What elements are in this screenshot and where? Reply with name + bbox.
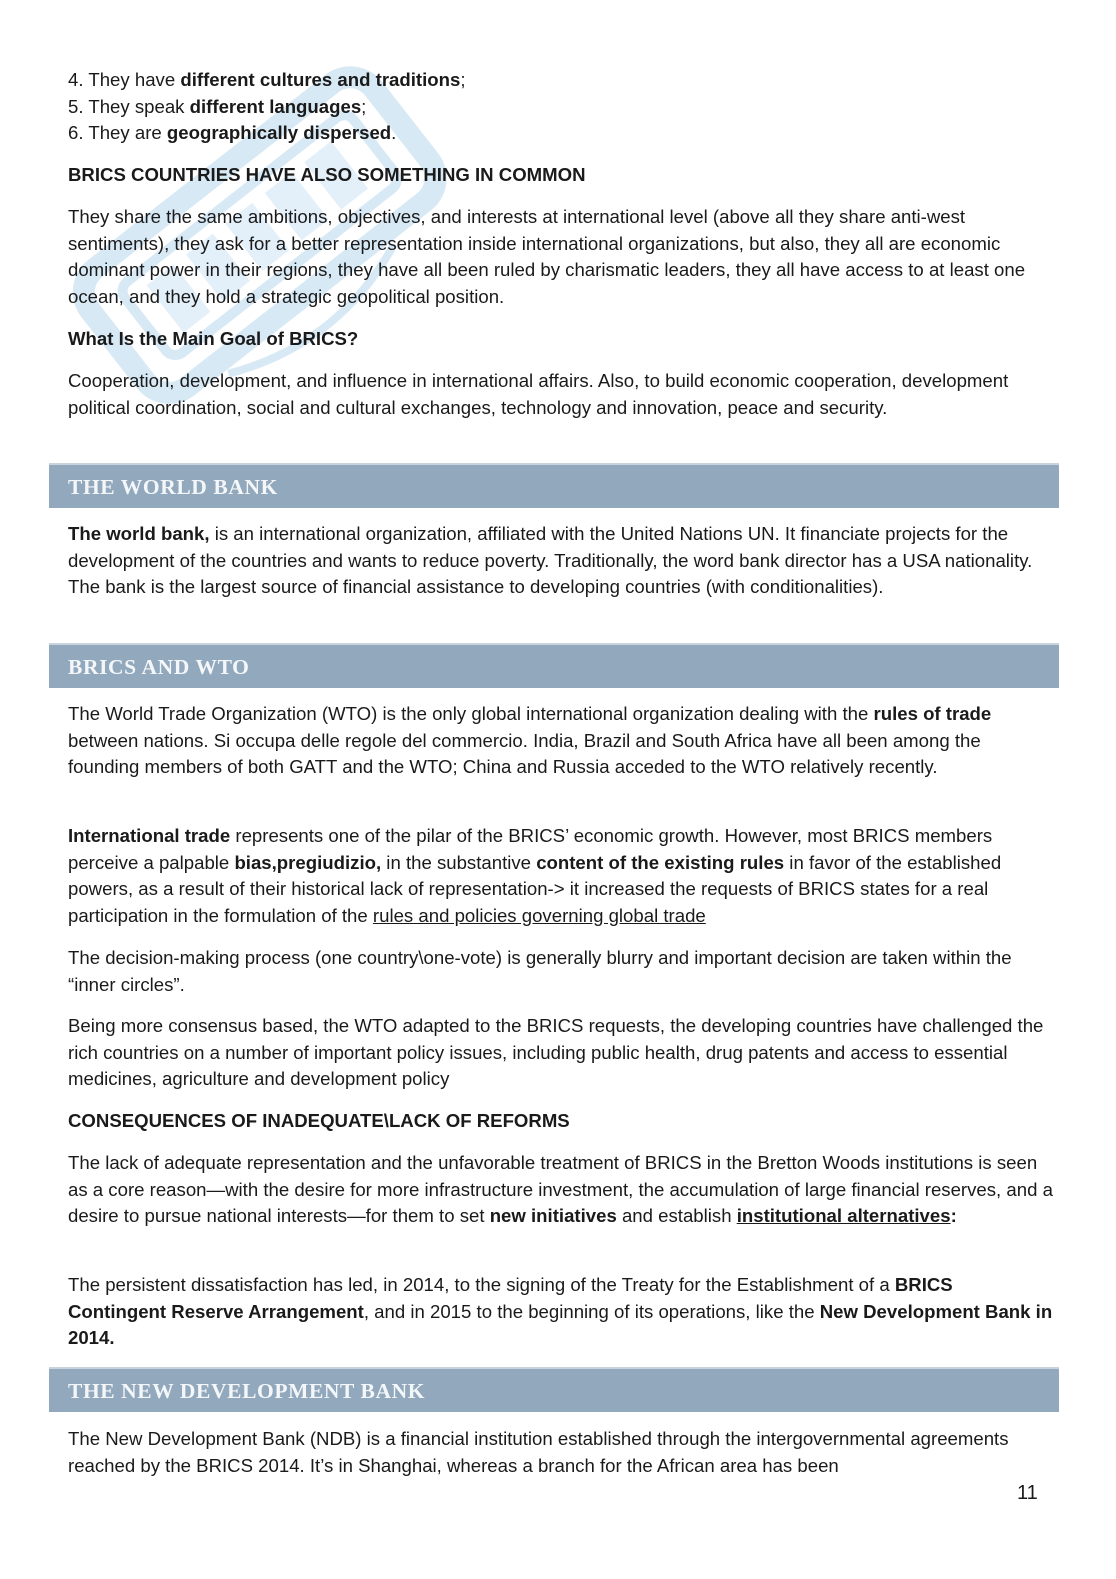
list-item: 6. They are geographically dispersed. [68, 122, 397, 144]
reforms-paragraph-2: The persistent dissatisfaction has led, in 2014, to the signing of the Treaty for the Establishment of a BRICS Contingent Reserve Arrangement, and in 2015 to the beginning of its operations, like the New Development Bank in 2014. [68, 1274, 1053, 1349]
page-number: 11 [1017, 1482, 1038, 1504]
section-header-brics-wto [49, 643, 1059, 688]
common-heading: BRICS COUNTRIES HAVE ALSO SOMETHING IN COMMON [68, 164, 586, 185]
wto-paragraph-1: The World Trade Organization (WTO) is the only global international organization dealing with the rules of trade between nations. Si occupa delle regole del commercio. India, Brazil and South Africa have all been among the founding members of both GATT and the WTO; China and Russia acceded to the WTO relatively recently. [68, 703, 992, 778]
ndb-paragraph: The New Development Bank (NDB) is a financial institution established through the intergovernmental agreements reached by the BRICS 2014. It’s in Shanghai, whereas a branch for the African area has been [68, 1428, 1009, 1476]
world-bank-paragraph: The world bank, is an international organization, affiliated with the United Nations UN. It financiate projects for the development of the countries and wants to reduce poverty. Traditionally, the word bank director has a USA nationality. The bank is the largest source of financial assistance to developing countries (with conditionalities). [68, 523, 1033, 598]
list-item: 4. They have different cultures and traditions; [68, 69, 466, 90]
numbered-list [68, 67, 1053, 147]
reforms-paragraph-1: The lack of adequate representation and the unfavorable treatment of BRICS in the Bretton Woods institutions is seen as a core reason—with the desire for more infrastructure investment, the accumulation of large financial reserves, and a desire to pursue national interests—for them to set new initiatives and establish institutional alternatives: [68, 1152, 1053, 1227]
wto-paragraph-3: The decision-making process (one country\one-vote) is generally blurry and important decision are taken within the “inner circles”. [68, 947, 1012, 995]
wto-paragraph-4: Being more consensus based, the WTO adapted to the BRICS requests, the developing countries have challenged the rich countries on a number of important policy issues, including public health, drug patents and access to essential medicines, agriculture and development policy [68, 1015, 1044, 1090]
section-title: BRICS AND WTO [68, 655, 250, 679]
reforms-heading: CONSEQUENCES OF INADEQUATE\LACK OF REFORMS [68, 1110, 570, 1131]
list-item: 5. They speak different languages; [68, 95, 367, 117]
wto-paragraph-2: International trade represents one of the pilar of the BRICS’ economic growth. However, most BRICS members perceive a palpable bias,pregiudizio, in the substantive content of the existing rules in favor of the established powers, as a result of their historical lack of representation-> it increased the requests of BRICS states for a real participation in the formulation of the rules and policies governing global trade [68, 825, 1002, 926]
common-paragraph: They share the same ambitions, objectives, and interests at international level (above all they share anti-west sentiments), they ask for a better representation inside international organizations, but also, they all are economic dominant power in their regions, they have all been ruled by charismatic leaders, they all have access to at least one ocean, and they hold a strategic geopolitical position. [68, 206, 1026, 307]
section-title: THE NEW DEVELOPMENT BANK [68, 1379, 426, 1403]
goal-paragraph: Cooperation, development, and influence in international affairs. Also, to build economic cooperation, development political coordination, social and cultural exchanges, technology and innovation, peace and security. [68, 370, 1009, 418]
section-title: THE WORLD BANK [68, 475, 278, 499]
section-header-new-development-bank [49, 1367, 1059, 1412]
section-header-world-bank [49, 463, 1059, 508]
goal-heading: What Is the Main Goal of BRICS? [68, 328, 359, 349]
